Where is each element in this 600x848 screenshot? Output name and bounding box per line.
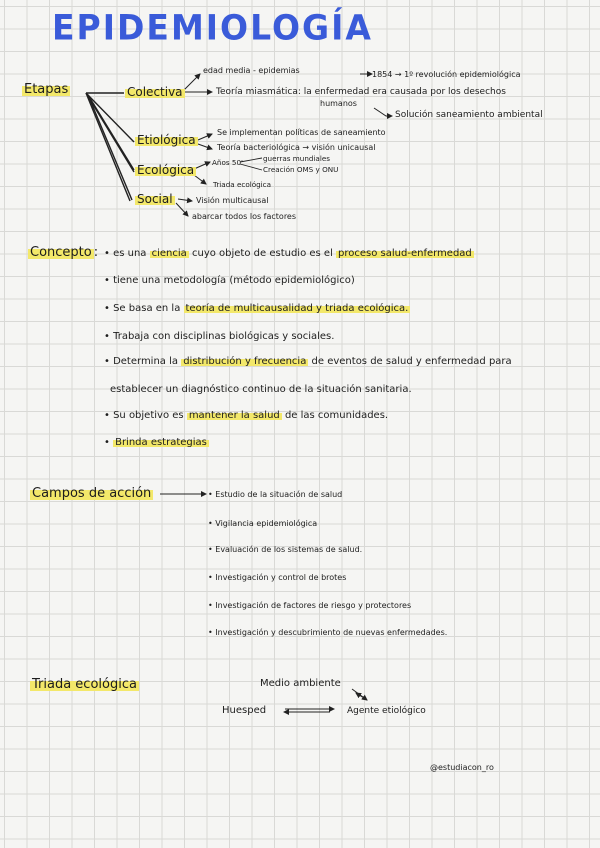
- concepto-bullet-7: • Brinda estrategias: [104, 437, 207, 448]
- triada-heading: Triada ecológica: [32, 677, 137, 692]
- teoria-line2: humanos: [320, 99, 357, 108]
- social-label: Social: [137, 192, 173, 206]
- teoria-line1: Teoría miasmática: la enfermedad era causada por los desechos: [216, 87, 506, 97]
- concepto-bullet-6: • Su objetivo es mantener la salud de las comunidades.: [104, 410, 389, 421]
- concepto-bullet-5-cont: establecer un diagnóstico continuo de la situación sanitaria.: [110, 384, 412, 395]
- campos-heading: Campos de acción: [32, 486, 152, 501]
- campos-item-5: • Investigación de factores de riesgo y protectores: [208, 601, 412, 610]
- social-item2: abarcar todos los factores: [192, 212, 297, 221]
- campos-item-4: • Investigación y control de brotes: [208, 573, 347, 582]
- edad-media-note: edad media - epidemias: [203, 66, 300, 75]
- concepto-bullet-2: • tiene una metodología (método epidemiológico): [104, 275, 355, 286]
- etiologica-item1: Se implementan políticas de saneamiento: [217, 128, 386, 137]
- concepto-bullet-1: • es una ciencia cuyo objeto de estudio es el proceso salud-enfermedad: [104, 248, 472, 259]
- triada-huesped: Huesped: [222, 705, 267, 716]
- campos-item-2: • Vigilancia epidemiológica: [208, 519, 318, 528]
- ecologica-label: Ecológica: [137, 163, 195, 177]
- concepto-bullet-5: • Determina la distribución y frecuencia de eventos de salud y enfermedad para: [104, 356, 512, 367]
- etiologica-item2: Teoría bacteriológica → visión unicausal: [217, 143, 376, 152]
- solucion-note: Solución saneamiento ambiental: [395, 110, 543, 120]
- creacion-note: Creación OMS y ONU: [263, 165, 339, 174]
- triada-medio: Medio ambiente: [260, 678, 341, 689]
- page-title: EPIDEMIOLOGÍA: [52, 7, 373, 48]
- triada-note: Triada ecológica: [213, 180, 272, 189]
- concepto-heading: Concepto :: [30, 245, 99, 260]
- concepto-bullet-3: • Se basa en la teoría de multicausalidad y triada ecológica.: [104, 303, 409, 314]
- campos-item-1: • Estudio de la situación de salud: [208, 490, 343, 499]
- concepto-bullet-4: • Trabaja con disciplinas biológicas y sociales.: [104, 331, 335, 342]
- campos-item-3: • Evaluación de los sistemas de salud.: [208, 545, 363, 554]
- year-note: 1854 → 1º revolución epidemiológica: [372, 70, 521, 79]
- etapas-heading: Etapas: [24, 82, 69, 97]
- anos-note: Años 50': [212, 158, 244, 167]
- guerras-note: guerras mundiales: [263, 154, 330, 163]
- social-item1: Visión multicausal: [196, 196, 269, 205]
- author-credit: @estudiacon_ro: [430, 763, 494, 772]
- triada-agente: Agente etiológico: [347, 706, 426, 716]
- colectiva-label: Colectiva: [127, 85, 183, 99]
- etiologica-label: Etiológica: [137, 133, 196, 147]
- campos-item-6: • Investigación y descubrimiento de nuevas enfermedades.: [208, 628, 448, 637]
